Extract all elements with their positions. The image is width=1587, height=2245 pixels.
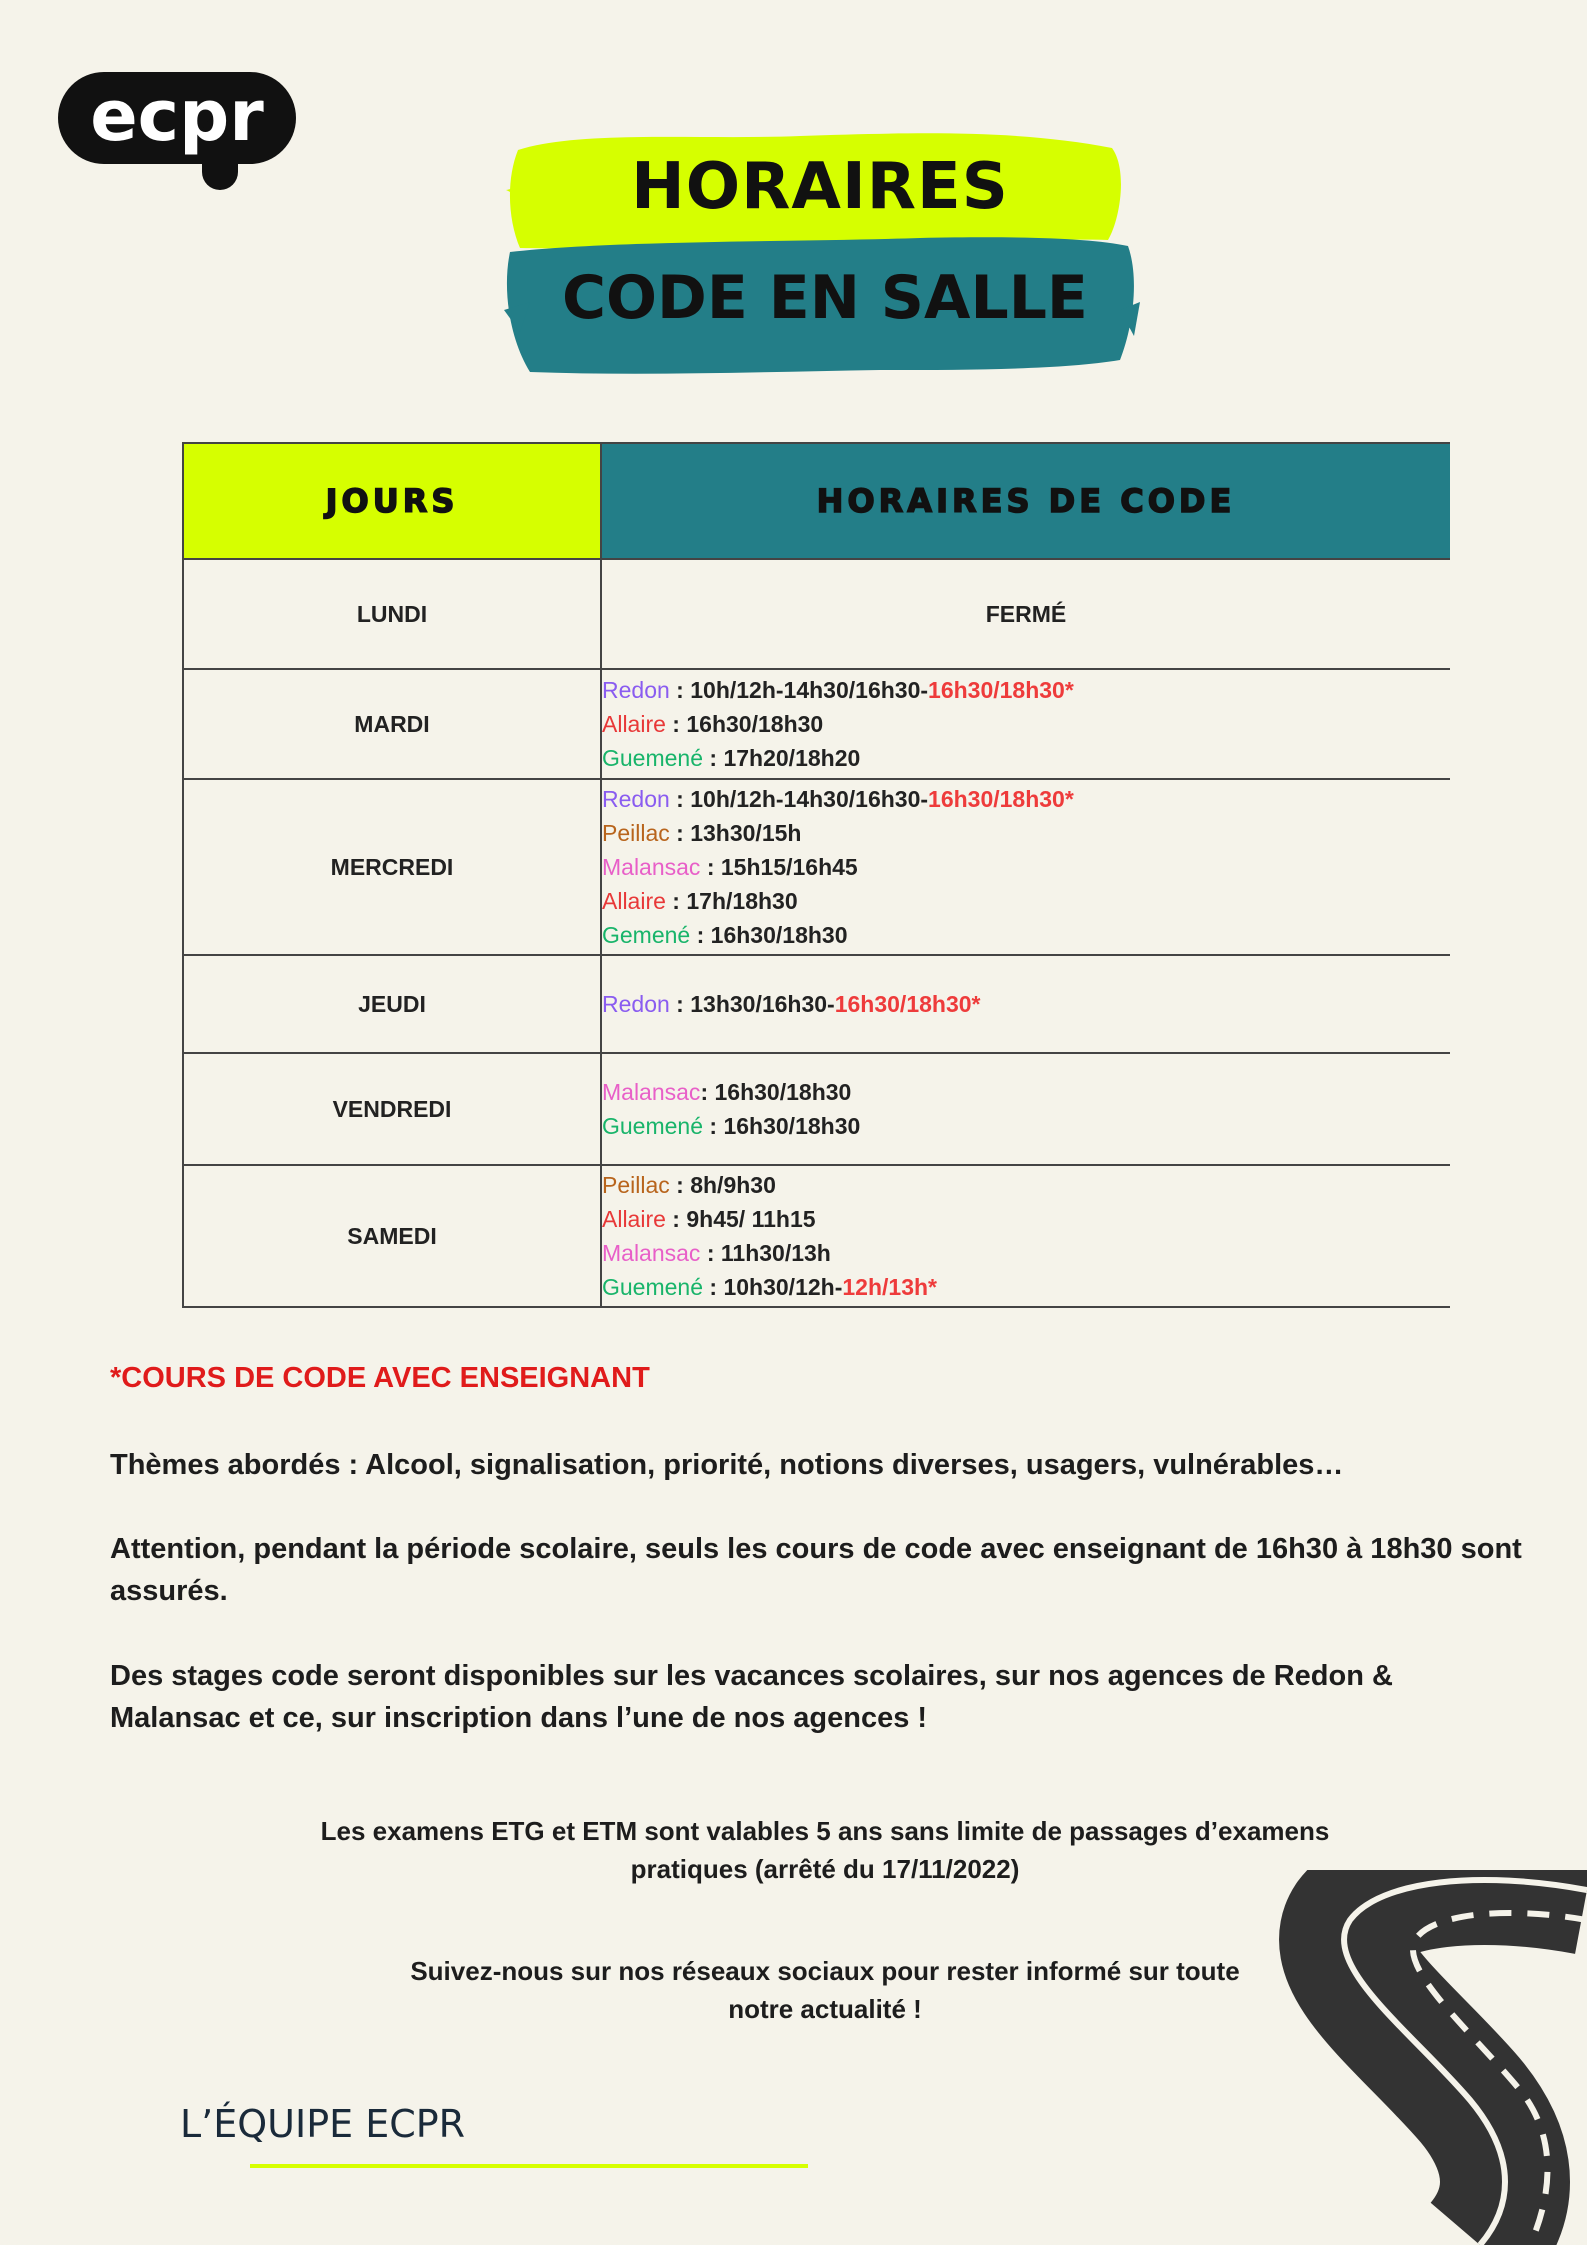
schedule-line: [602, 1236, 1450, 1270]
schedule-row: [183, 779, 1450, 955]
schedule-line: [602, 918, 1450, 952]
schedule-line: [602, 1270, 1450, 1304]
location-label: Guemené: [602, 745, 704, 771]
schedule-line: [602, 1075, 1450, 1109]
time-range: 13h30/15h: [690, 820, 802, 846]
time-range: 16h30/18h30: [714, 1079, 852, 1105]
schedule-line: [602, 707, 1450, 741]
schedule-line: [602, 987, 1450, 1021]
schedule-line: [602, 1168, 1450, 1202]
teacher-note: *COURS DE CODE AVEC ENSEIGNANT: [110, 1362, 650, 1394]
schedule-line: [602, 816, 1450, 850]
themes-paragraph: Thèmes abordés : Alcool, signalisation, priorité, notions diverses, usagers, vulnérables…: [110, 1449, 1344, 1481]
day-cell: JEUDI: [183, 955, 601, 1053]
time-range: 15h15/16h45: [720, 854, 858, 880]
header-days: JOURS: [183, 443, 601, 559]
hours-cell: [601, 955, 1450, 1053]
hours-cell: [601, 779, 1450, 955]
time-range: 8h/9h30: [690, 1172, 776, 1198]
title-banner: [500, 70, 1140, 400]
location-label: Guemené: [602, 1113, 704, 1139]
day-cell: MARDI: [183, 669, 601, 779]
location-label: Peillac: [602, 1172, 670, 1198]
separator: :: [700, 854, 721, 880]
stages-paragraph: Des stages code seront disponibles sur les vacances scolaires, sur nos agences de Redon & Malansac et ce, sur inscription dans l’une de nos agences !: [110, 1660, 1393, 1734]
schedule-line: [602, 673, 1450, 707]
separator: :: [703, 745, 724, 771]
separator: :: [703, 1274, 724, 1300]
schedule-row: [183, 1053, 1450, 1165]
schedule-line: [602, 1202, 1450, 1236]
location-label: Allaire: [602, 1206, 666, 1232]
signature: L’ÉQUIPE ECPR: [180, 2102, 466, 2146]
location-label: Redon: [602, 786, 670, 812]
social-paragraph: Suivez-nous sur nos réseaux sociaux pour rester informé sur toute notre actualité !: [410, 1956, 1240, 2024]
location-label: Guemené: [602, 1274, 704, 1300]
brush-stroke-decoration: [500, 70, 1140, 400]
schedule-line: [602, 884, 1450, 918]
separator: :: [669, 820, 691, 846]
day-cell: VENDREDI: [183, 1053, 601, 1165]
time-range: 9h45/ 11h15: [686, 1206, 816, 1232]
location-label: Allaire: [602, 711, 666, 737]
schedule-line: [602, 782, 1450, 816]
location-label: Malansac: [602, 1079, 701, 1105]
exams-paragraph: Les examens ETG et ETM sont valables 5 ans sans limite de passages d’examens pratiques (arrêté du 17/11/2022): [320, 1816, 1330, 1884]
road-decoration: [1180, 1870, 1587, 2245]
location-label: Malansac: [602, 854, 701, 880]
day-cell: SAMEDI: [183, 1165, 601, 1307]
schedule-row: [183, 559, 1450, 669]
time-range: 11h30/13h: [720, 1240, 831, 1266]
hours-cell: [601, 669, 1450, 779]
separator: :: [703, 1113, 724, 1139]
logo-text: ecpr: [90, 75, 264, 157]
time-range: 10h/12h-14h30/16h30-: [690, 677, 929, 703]
attention-paragraph: Attention, pendant la période scolaire, seuls les cours de code avec enseignant de 16h30 à 18h30 sont assurés.: [110, 1533, 1522, 1607]
schedule-line: [602, 850, 1450, 884]
separator: :: [665, 711, 687, 737]
separator: :: [665, 1206, 687, 1232]
location-label: Malansac: [602, 1240, 701, 1266]
schedule-line: [602, 741, 1450, 775]
location-label: Redon: [602, 991, 670, 1017]
header-hours: HORAIRES DE CODE: [601, 443, 1450, 559]
separator: :: [700, 1240, 721, 1266]
teacher-time-range: 16h30/18h30*: [928, 677, 1074, 703]
time-range: 17h20/18h20: [723, 745, 861, 771]
signature-underline: [250, 2164, 808, 2168]
separator: :: [669, 677, 691, 703]
schedule-line: [602, 1109, 1450, 1143]
separator: :: [669, 786, 691, 812]
day-cell: LUNDI: [183, 559, 601, 669]
teacher-time-range: 12h/13h*: [842, 1274, 937, 1300]
location-label: Peillac: [602, 820, 670, 846]
location-label: Allaire: [602, 888, 666, 914]
separator: :: [669, 991, 691, 1017]
schedule-row: [183, 669, 1450, 779]
title-horaires: HORAIRES: [631, 150, 1009, 224]
schedule-row: [183, 955, 1450, 1053]
location-label: Gemené: [602, 922, 691, 948]
time-range: 16h30/18h30: [710, 922, 848, 948]
day-cell: MERCREDI: [183, 779, 601, 955]
hours-cell: [601, 1053, 1450, 1165]
separator: :: [690, 922, 711, 948]
teacher-time-range: 16h30/18h30*: [834, 991, 981, 1017]
time-range: 16h30/18h30: [686, 711, 824, 737]
schedule-row: [183, 1165, 1450, 1307]
schedule-table: [182, 442, 1450, 1308]
teacher-time-range: 16h30/18h30*: [928, 786, 1074, 812]
time-range: 10h/12h-14h30/16h30-: [690, 786, 929, 812]
title-code-en-salle: CODE EN SALLE: [562, 263, 1088, 333]
separator: :: [665, 888, 687, 914]
time-range: 10h30/12h-: [723, 1274, 843, 1300]
separator: :: [669, 1172, 691, 1198]
hours-cell: FERMÉ: [601, 559, 1450, 669]
hours-cell: [601, 1165, 1450, 1307]
time-range: 16h30/18h30: [723, 1113, 861, 1139]
location-label: Redon: [602, 677, 670, 703]
time-range: 13h30/16h30-: [690, 991, 835, 1017]
separator: :: [700, 1079, 715, 1105]
ecpr-logo: [52, 66, 302, 196]
time-range: 17h/18h30: [686, 888, 798, 914]
